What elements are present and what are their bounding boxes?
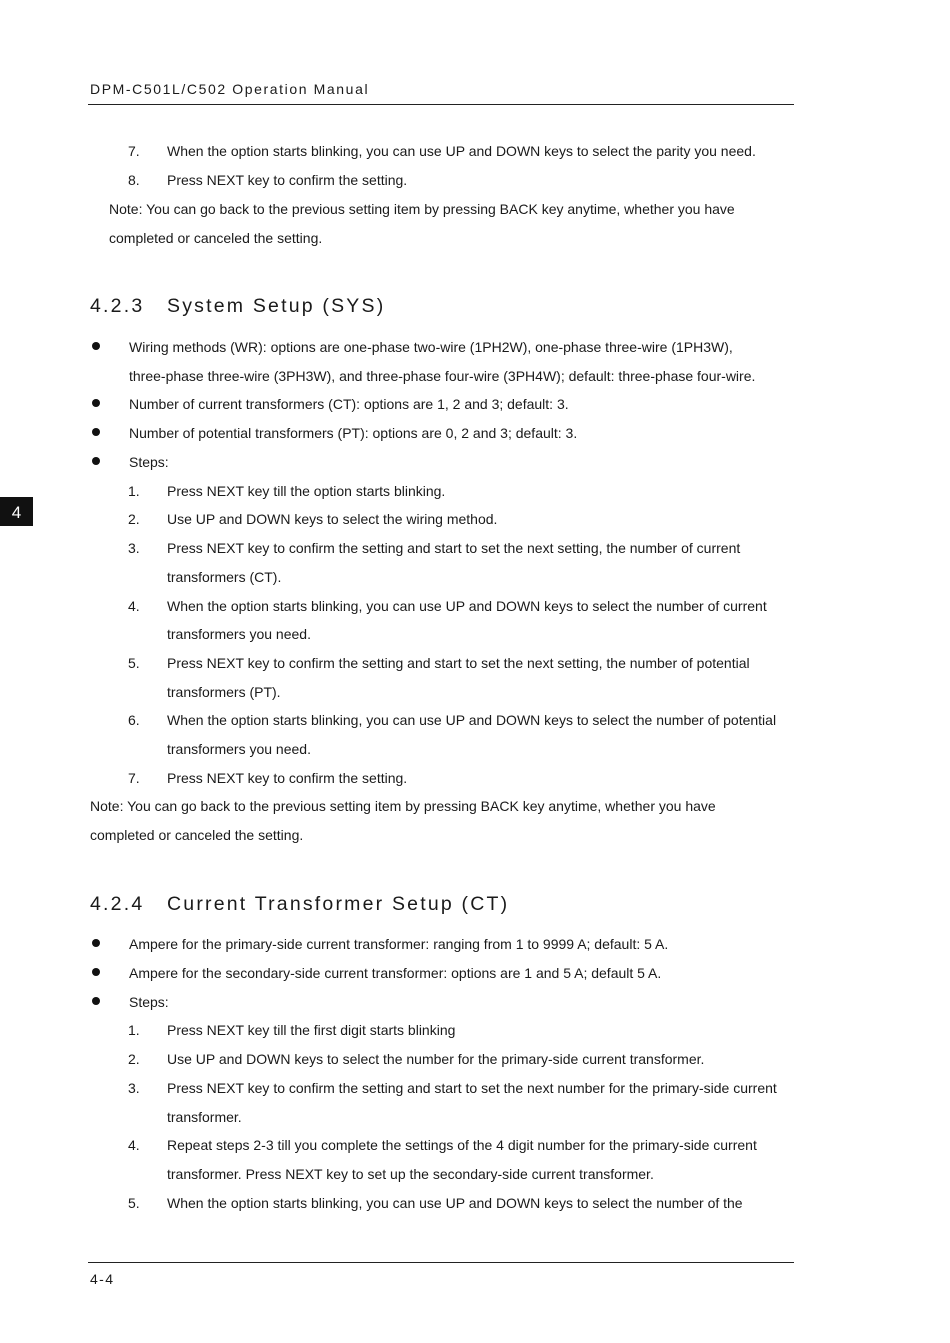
step-number: 4. <box>128 1137 140 1153</box>
step-number: 1. <box>128 483 140 499</box>
step-text: transformers you need. <box>167 741 311 757</box>
bullet-text: Steps: <box>129 994 169 1010</box>
bullet-text: Number of current transformers (CT): options are 1, 2 and 3; default: 3. <box>129 396 569 412</box>
step-text: Press NEXT key till the first digit starts blinking <box>167 1022 456 1038</box>
note-text: completed or canceled the setting. <box>90 827 304 843</box>
list-number: 8. <box>128 172 140 188</box>
step-number: 4. <box>128 598 140 614</box>
bullet-icon <box>92 428 100 436</box>
step-text: transformers you need. <box>167 626 311 642</box>
list-number: 7. <box>128 143 140 159</box>
section-heading-sys <box>90 295 385 318</box>
step-text: When the option starts blinking, you can use UP and DOWN keys to select the number of the <box>167 1195 743 1211</box>
page-number: 4-4 <box>90 1271 115 1287</box>
step-number: 2. <box>128 511 140 527</box>
step-number: 5. <box>128 1195 140 1211</box>
step-text: Repeat steps 2-3 till you complete the settings of the 4 digit number for the primary-side current <box>167 1137 757 1153</box>
bullet-text: Ampere for the primary-side current transformer: ranging from 1 to 9999 A; default: 5 A. <box>129 936 669 952</box>
step-number: 3. <box>128 540 140 556</box>
step-text: Press NEXT key till the option starts blinking. <box>167 483 446 499</box>
step-number: 5. <box>128 655 140 671</box>
step-text: Use UP and DOWN keys to select the number for the primary-side current transformer. <box>167 1051 705 1067</box>
step-text: When the option starts blinking, you can use UP and DOWN keys to select the number of potential <box>167 712 777 728</box>
bullet-text: Ampere for the secondary-side current transformer: options are 1 and 5 A; default 5 A. <box>129 965 662 981</box>
bullet-icon <box>92 939 100 947</box>
section-title: System Setup (SYS) <box>167 295 386 317</box>
bullet-icon <box>92 997 100 1005</box>
header-rule <box>88 104 794 105</box>
bullet-text: Wiring methods (WR): options are one-phase two-wire (1PH2W), one-phase three-wire (1PH3W), <box>129 339 733 355</box>
step-text: transformer. Press NEXT key to set up the secondary-side current transformer. <box>167 1166 654 1182</box>
list-item: Press NEXT key to confirm the setting. <box>167 172 408 188</box>
bullet-text: Steps: <box>129 454 169 470</box>
section-title: Current Transformer Setup (CT) <box>167 893 510 915</box>
step-text: Press NEXT key to confirm the setting and start to set the next setting, the number of current <box>167 540 741 556</box>
bullet-icon <box>92 968 100 976</box>
bullet-icon <box>92 342 100 350</box>
list-item: When the option starts blinking, you can use UP and DOWN keys to select the parity you need. <box>167 143 756 159</box>
step-number: 3. <box>128 1080 140 1096</box>
step-text: Press NEXT key to confirm the setting. <box>167 770 408 786</box>
note-text: Note: You can go back to the previous setting item by pressing BACK key anytime, whether you have <box>90 798 716 814</box>
step-text: transformer. <box>167 1109 242 1125</box>
step-text: When the option starts blinking, you can use UP and DOWN keys to select the number of current <box>167 598 767 614</box>
section-heading-ct <box>90 893 509 916</box>
bullet-text: Number of potential transformers (PT): options are 0, 2 and 3; default: 3. <box>129 425 578 441</box>
step-text: Press NEXT key to confirm the setting and start to set the next number for the primary-side current <box>167 1080 777 1096</box>
note-text: Note: You can go back to the previous setting item by pressing BACK key anytime, whether you have <box>109 201 735 217</box>
step-text: Use UP and DOWN keys to select the wiring method. <box>167 511 498 527</box>
step-text: transformers (PT). <box>167 684 281 700</box>
chapter-tab: 4 <box>0 497 33 528</box>
bullet-text: three-phase three-wire (3PH3W), and three-phase four-wire (3PH4W); default: three-phase four-wire. <box>129 368 756 384</box>
bullet-icon <box>92 457 100 465</box>
section-number: 4.2.4 <box>90 893 145 915</box>
step-number: 1. <box>128 1022 140 1038</box>
step-number: 2. <box>128 1051 140 1067</box>
running-header: DPM-C501L/C502 Operation Manual <box>90 81 370 97</box>
bullet-icon <box>92 399 100 407</box>
step-text: Press NEXT key to confirm the setting and start to set the next setting, the number of potential <box>167 655 750 671</box>
section-number: 4.2.3 <box>90 295 145 317</box>
note-text: completed or canceled the setting. <box>109 230 323 246</box>
footer-rule <box>88 1262 794 1263</box>
step-text: transformers (CT). <box>167 569 282 585</box>
step-number: 7. <box>128 770 140 786</box>
step-number: 6. <box>128 712 140 728</box>
